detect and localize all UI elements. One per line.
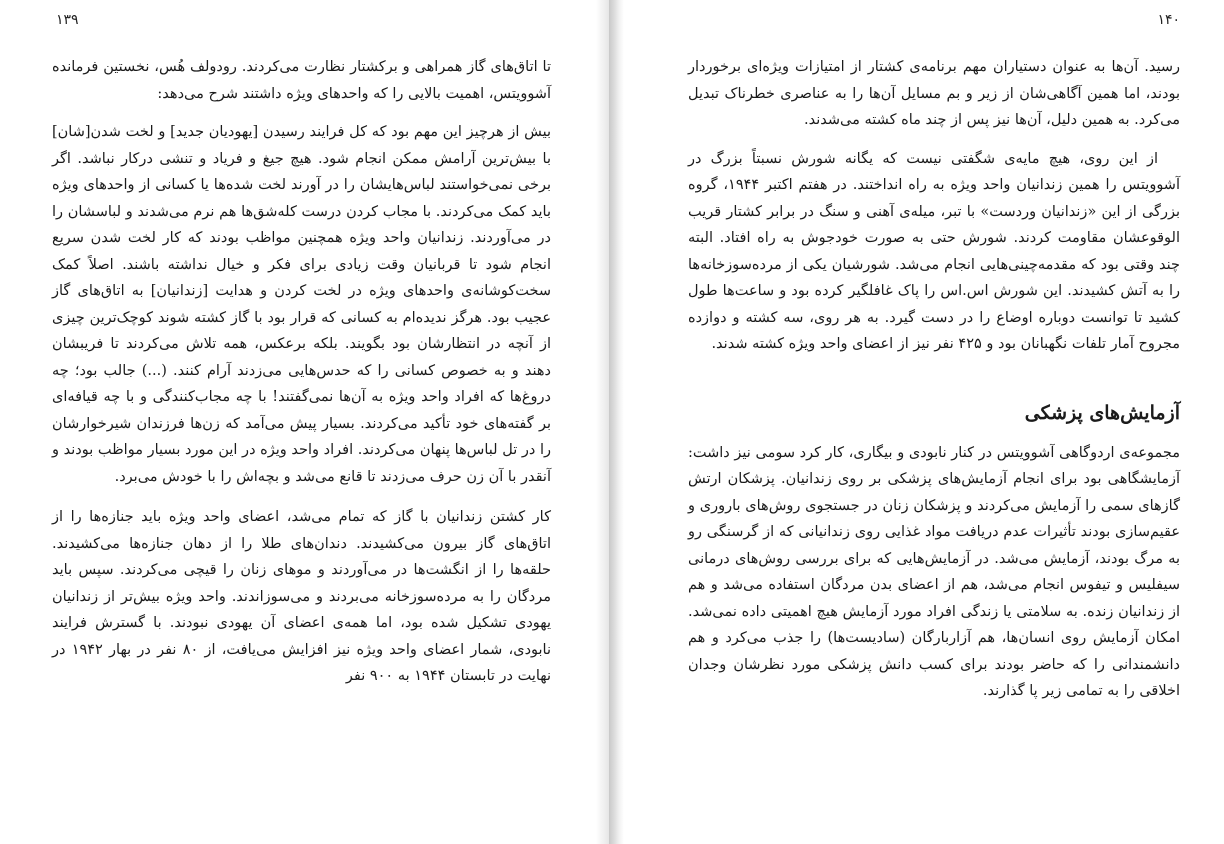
- spacer: [688, 358, 1180, 398]
- right-page: [624, 0, 1224, 844]
- spacer: [688, 428, 1180, 440]
- paragraph: رسید. آن‌ها به عنوان دستیاران مهم برنامه‌ی کشتار از امتیازات ویژه‌ای برخوردار بودند، اما همین آگاهی‌شان از زیر و بم مسایل آن‌ها را به عناصری خطرناک تبدیل می‌کرد. به همین دلیل، آن‌ها نیز پس از چند ماه کشته می‌شدند.: [688, 59, 1180, 128]
- section-heading: آزمایش‌های پزشکی: [1024, 401, 1180, 424]
- page-number: ۱۴۰: [1157, 12, 1180, 28]
- page-body: [688, 54, 1180, 705]
- paragraph: کار کشتن زندانیان با گاز که تمام می‌شد، اعضای واحد ویژه باید جنازه‌ها را از اتاق‌های گاز بیرون می‌کشیدند. دندان‌های طلا را از دهان جنازه‌ها می‌کشیدند. حلقه‌ها را از انگشت‌ها در می‌آوردند و موهای زنان را قیچی می‌کردند. سپس باید مردگان را به مرده‌سوزخانه می‌بردند و می‌سوزاندند. واحد ویژه بیش‌تر از زندانیان یهودی تشکیل شده بود، اما همه‌ی اعضای آن یهودی نبودند. با گسترش فرایند نابودی، شمار اعضای واحد ویژه نیز افزایش می‌یافت، از ۸۰ نفر در بهار ۱۹۴۲ در نهایت در تابستان ۱۹۴۴ به ۹۰۰ نفر: [52, 509, 552, 684]
- left-page: [0, 0, 609, 844]
- block-quote: [52, 119, 551, 490]
- paragraph: مجموعه‌ی اردوگاهی آشوویتس در کنار نابودی و بیگاری، کار کرد سومی نیز داشت: آزمایشگاهی بود برای انجام آزمایش‌های پزشکی بر روی زندانیان. پزشکان ارتش گازهای سمی را آزمایش می‌کردند و پزشکان زنان در جستجوی روش‌های باروری و عقیم‌سازی بودند تأثیرات عدم دریافت مواد غذایی روی زندانیانی که از گرسنگی رو به مرگ بودند، آزمایش می‌شد. در آزمایش‌هایی که برای بررسی روش‌های درمانی سیفلیس و تیفوس انجام می‌شد، هم از اعضای بدن مردگان استفاده می‌شد و هم از زندانیان زنده. به سلامتی یا زندگی افراد مورد آزمایش هیچ اهمیتی داده نمی‌شد. امکان آزمایش روی انسان‌ها، هم آزاربارگان (سادیست‌ها) را جذب می‌کرد و هم دانشمندانی را که حاضر بودند برای کسب دانش پزشکی مورد نظرشان وجدان اخلاقی را به تمامی زیر پا گذارند.: [688, 444, 1180, 699]
- page-number: ۱۳۹: [56, 12, 79, 28]
- quote-text: بیش از هرچیز این مهم بود که کل فرایند رسیدن [یهودیان جدید] و لخت شدن[شان] با بیش‌ترین آرامش ممکن انجام شود. هیچ جیغ و فریاد و تنشی درکار نباشد. اگر برخی نمی‌خواستند لباس‌هایشان را در آورند لخت شده‌ها یا کسانی از واحدهای ویژه باید کمک می‌کردند. با مجاب کردن درست کله‌شق‌ها هم نرم می‌شدند و لباسشان را در می‌آوردند. زندانیان واحد ویژه همچنین مواظب بودند که کار لخت شدن سریع انجام شود تا قربانیان وقت زیادی برای فکر و خیال نداشته باشند. اصلاً کمک سخت‌کوشانه‌ی واحدهای ویژه در لخت کردن و هدایت [زندانیان] به اتاق‌های گاز عجیب بود. هرگز ندیده‌ام به کسانی که قرار بود با گاز کشته شوند کوچک‌ترین چیزی از آنچه در انتظارشان بود بگویند. بلکه برعکس، همه تلاش می‌کردند تا فریبشان دهند و به خصوص کسانی را که حدس‌هایی می‌زدند آرام کنند. (...) جالب بود؛ چه دروغ‌ها که افراد واحد ویژه به آن‌ها نمی‌گفتند! با چه مجاب‌کنندگی و با چه قیافه‌ای بر گفته‌های خود تأکید می‌کردند. بسیار پیش می‌آمد که زن‌ها فرزندان شیرخوارشان را در تل لباس‌ها پنهان می‌کردند. افراد واحد ویژه در این مورد بسیار مواظب بودند و آنقدر با آن زن حرف می‌زدند تا قانع می‌شد و بچه‌اش را با خودش می‌برد.: [52, 124, 551, 485]
- spacer: [688, 134, 1180, 146]
- paragraph: تا اتاق‌های گاز همراهی و برکشتار نظارت می‌کردند. رودولف هُس، نخستین فرمانده آشوویتس، اهمیت بالایی را که واحدهای ویژه داشتند شرح می‌دهد:: [52, 59, 551, 102]
- page-gutter-shadow: [596, 0, 609, 844]
- page-body: [52, 54, 551, 690]
- page-gutter: [609, 0, 624, 844]
- paragraph: از این روی، هیچ مایه‌ی شگفتی نیست که یگانه شورش نسبتاً بزرگ در آشوویتس را همین زندانیان واحد ویژه به راه انداختند. در هفتم اکتبر ۱۹۴۴، گروه بزرگی از این «زندانیان وردست» با تبر، میله‌ی آهنی و سنگ در برابر کشتار قریب الوقوعشان مقاومت کردند. شورش حتی به صورت خودجوش به راه افتاد. البته چند وقتی بود که مقدمه‌چینی‌هایی انجام می‌شد. شورشیان یکی از مرده‌سوزخانه‌ها را به آتش کشیدند. این شورش اس.اس را پاک غافلگیر کرده بود و ساعت‌ها طول کشید تا توانست دوباره اوضاع را در دست گیرد. به هر روی، سه کشته و دوازده مجروح آمار تلفات نگهبانان بود و ۴۲۵ نفر نیز از اعضای واحد ویژه کشته شدند.: [688, 150, 1180, 352]
